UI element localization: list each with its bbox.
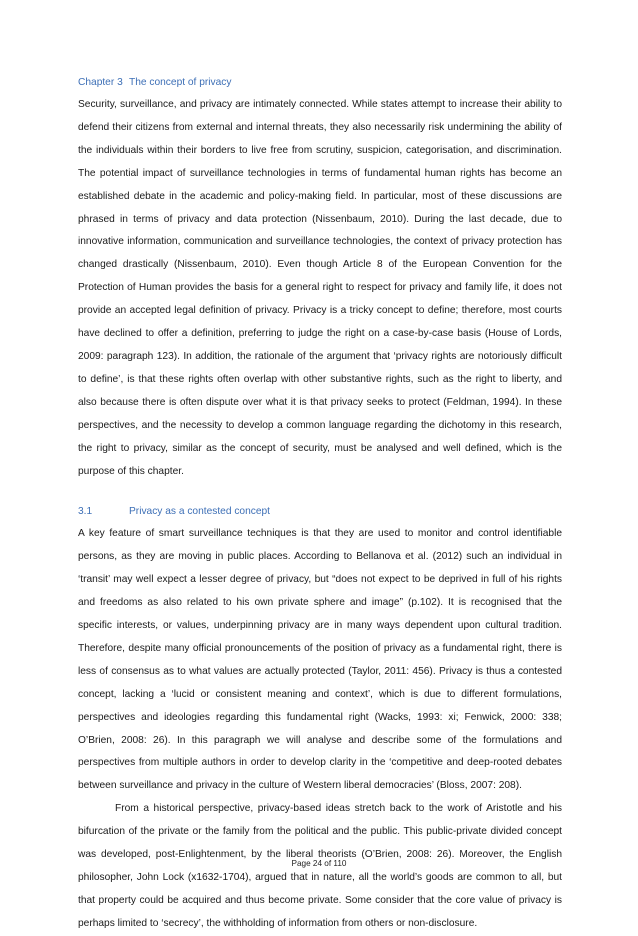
section-spacer [78,483,562,501]
section-paragraph-1: A key feature of smart surveillance techniques is that they are used to monitor and control identifiable persons, as they are moving in public places. According to Bellanova et al. (2012) such an individual in ‘transit’ may well expect a lesser degree of privacy, but “does not expect to be deprived in full of his rights and freedoms as also related to his own private sphere and image” (p.102). It is recognised that the specific interests, or values, underpinning privacy are in many ways dependent upon cultural tradition. Therefore, despite many official pronouncements of the position of privacy as a fundamental right, there is less of consensus as to what values are actually protected (Taylor, 2011: 456). Privacy is thus a contested concept, lacking a ‘lucid or consistent meaning and context’, which is due to different formulations, perspectives and ideologies regarding this fundamental right (Wacks, 1993: xi; Fenwick, 2000: 338; O’Brien, 2008: 26). In this paragraph we will analyse and describe some of the formulations and perspectives from multiple authors in order to develop clarity in the ‘competitive and deep-rooted debates between surveillance and privacy in the culture of Western liberal democracies’ (Bloss, 2007: 208). [78,528,562,792]
chapter-title: The concept of privacy [129,77,232,88]
page-footer: Page 24 of 110 [291,859,347,868]
section-paragraph-2: From a historical perspective, privacy-based ideas stretch back to the work of Aristotle and his bifurcation of the private or the family from the political and the public. This public-private divided concept was developed, post-Enlightenment, by the liberal theorists (O’Brien, 2008: 26). Moreover, the English philosopher, John Lock (x1632-1704), argued that in nature, all the world’s goods are common to all, but that property could be acquired and thus become private. Some consider that the core value of privacy is perhaps limited to ‘secrecy’, the withholding of information from others or non-disclosure. [78,803,562,929]
section-heading [78,501,562,523]
section-number: 3.1 [78,506,93,518]
document-page [78,72,562,936]
chapter-number: Chapter 3 [78,77,123,88]
chapter-intro-paragraph: Security, surveillance, and privacy are intimately connected. While states attempt to increase their ability to defend their citizens from external and internal threats, they also necessarily risk undermining the ability of the individuals within their borders to live free from scrutiny, suspicion, categorisation, and discrimination. The potential impact of surveillance technologies in terms of fundamental human rights has become an established debate in the academic and policy-making field. In particular, most of these discussions are phrased in terms of privacy and data protection (Nissenbaum, 2010). During the last decade, due to innovative information, communication and surveillance technologies, the context of privacy protection has changed drastically (Nissenbaum, 2010). Even though Article 8 of the European Convention for the Protection of Human provides the basis for a general right to respect for privacy and family life, it does not provide an accepted legal definition of privacy. Privacy is a tricky concept to define; therefore, most courts have declined to offer a definition, preferring to judge the right on a case-by-case basis (House of Lords, 2009: paragraph 123). In addition, the rationale of the argument that ‘privacy rights are notoriously difficult to define’, is that these rights often overlap with other substantive rights, such as the right to liberty, and also because there is often dispute over what it is that privacy seeks to protect (Feldman, 1994). In these perspectives, and the necessity to develop a common language regarding the dichotomy in this research, the right to privacy, similar as the concept of security, must be analysed and well defined, which is the purpose of this chapter. [78,99,562,477]
chapter-heading [78,72,562,94]
section-title: Privacy as a contested concept [129,506,271,518]
